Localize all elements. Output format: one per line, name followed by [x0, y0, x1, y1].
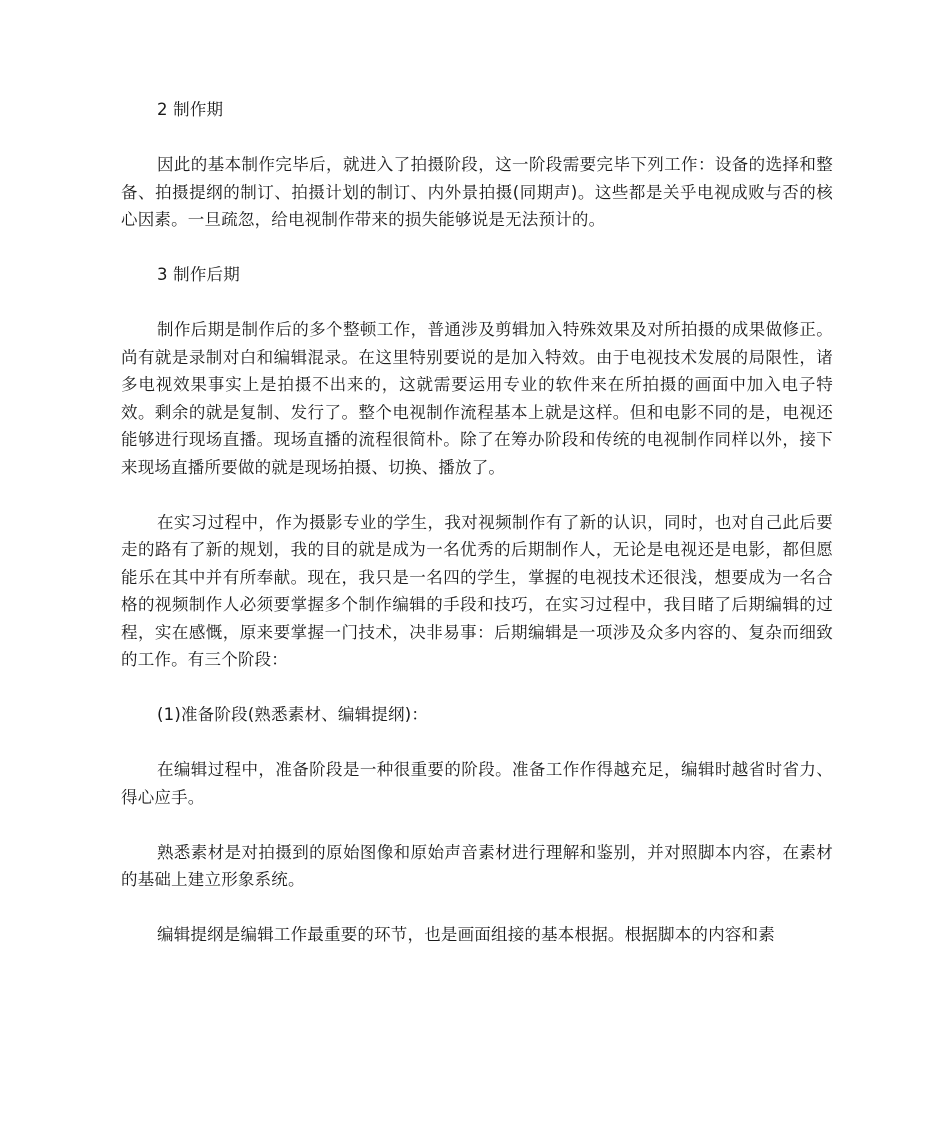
- paragraph-editing-outline: 编辑提纲是编辑工作最重要的环节，也是画面组接的基本根据。根据脚本的内容和素: [157, 925, 775, 944]
- section-heading-post-production: 3 制作后期: [157, 265, 240, 284]
- paragraph-production-stage: 因此的基本制作完毕后，就进入了拍摄阶段，这一阶段需要完毕下列工作：设备的选择和整备、拍摄提纲的制订、拍摄计划的制订、内外景拍摄(同期声)。这些都是关乎电视成败与否的核心因素。一旦疏忽，给电视制作带来的损失能够说是无法预计的。: [121, 155, 833, 229]
- section-heading-production: 2 制作期: [157, 100, 224, 119]
- paragraph-post-production: 制作后期是制作后的多个整顿工作，普通涉及剪辑加入特殊效果及对所拍摄的成果做修正。尚有就是录制对白和编辑混录。在这里特别要说的是加入特效。由于电视技术发展的局限性，诸多电视效果事实上是拍摄不出来的，这就需要运用专业的软件来在所拍摄的画面中加入电子特效。剩余的就是复制、发行了。整个电视制作流程基本上就是这样。但和电影不同的是，电视还能够进行现场直播。现场直播的流程很简朴。除了在筹办阶段和传统的电视制作同样以外，接下来现场直播所要做的就是现场拍摄、切换、播放了。: [121, 320, 833, 477]
- paragraph-preparation: 在编辑过程中，准备阶段是一种很重要的阶段。准备工作作得越充足，编辑时越省时省力、得心应手。: [121, 760, 833, 807]
- list-heading-preparation: (1)准备阶段(熟悉素材、编辑提纲)：: [157, 705, 429, 724]
- paragraph-internship: 在实习过程中，作为摄影专业的学生，我对视频制作有了新的认识，同时，也对自己此后要走的路有了新的规划，我的目的就是成为一名优秀的后期制作人，无论是电视还是电影，都但愿能乐在其中并有所奉献。现在，我只是一名四的学生，掌握的电视技术还很浅，想要成为一名合格的视频制作人必须要掌握多个制作编辑的手段和技巧，在实习过程中，我目睹了后期编辑的过程，实在感慨，原来要掌握一门技术，决非易事：后期编辑是一项涉及众多内容的、复杂而细致的工作。有三个阶段：: [121, 512, 833, 669]
- document-page: [121, 96, 833, 949]
- paragraph-familiarize-material: 熟悉素材是对拍摄到的原始图像和原始声音素材进行理解和鉴别，并对照脚本内容，在素材的基础上建立形象系统。: [121, 842, 833, 889]
